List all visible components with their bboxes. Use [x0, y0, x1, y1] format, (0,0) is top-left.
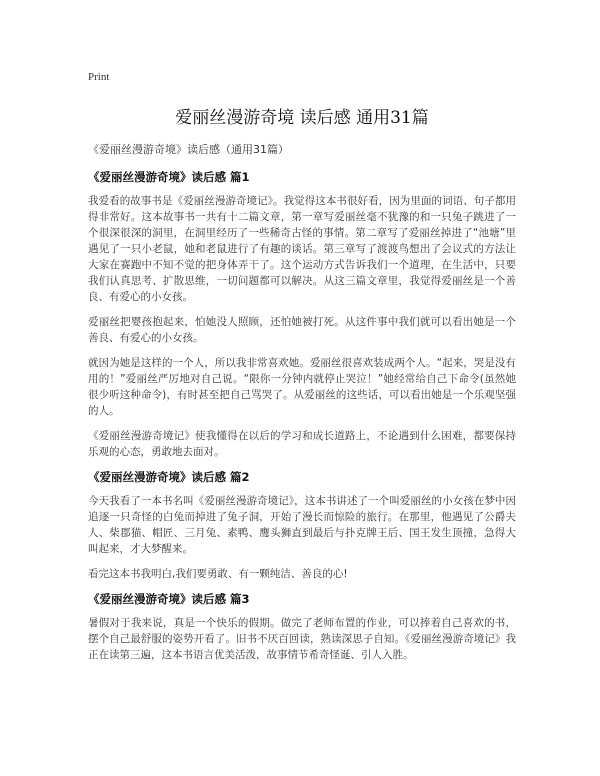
paragraph: 爱丽丝把婴孩抱起来，怕她没人照顾，还怕她被打死。从这件事中我们就可以看出她是一个善良、有爱心的小女孩。	[88, 316, 516, 344]
paragraph: 暑假对于我来说，真是一个快乐的假期。做完了老师布置的作业，可以捧着自己喜欢的书，摆个自己最舒服的姿势开看了。旧书不厌百回读，熟读深思子自知。《爱丽丝漫游奇境记》我正在读第三遍，这本书语言优美活泼，故事情节希奇怪诞、引人入胜。	[88, 617, 516, 661]
section-heading: 《爱丽丝漫游奇境》读后感 篇1	[88, 170, 250, 184]
essay-section-3	[88, 591, 516, 663]
section-heading: 《爱丽丝漫游奇境》读后感 篇3	[88, 592, 250, 606]
paragraph: 今天我看了一本书名叫《爱丽丝漫游奇境记》，这本书讲述了一个叫爱丽丝的小女孩在梦中因追逐一只奇怪的白兔而掉进了兔子洞，开始了漫长而惊险的旅行。在那里，他遇见了公爵夫人、柴郡猫、帽匠、三月兔、素鸭、鹰头狮直到最后与扑克牌王后、国王发生顶撞，急得大叫起来，才大梦醒来。	[88, 495, 516, 555]
paragraph: 我爱看的故事书是《爱丽丝漫游奇境记》。我觉得这本书很好看，因为里面的词语、句子都用得非常好。这本故事书一共有十二篇文章，第一章写爱丽丝毫不犹豫的和一只兔子跳进了一个很深很深的洞里，在洞里经历了一些稀奇古怪的事情。第二章写了爱丽丝掉进了“池塘”里遇见了一只小老鼠，她和老鼠进行了有趣的谈话。第三章写了渡渡鸟想出了会议式的方法让大家在赛跑中不知不觉的把身体弄干了。这个运动方式告诉我们一个道理，在生活中，只要我们认真思考、扩散思维，一切问题都可以解决。从这三篇文章里，我觉得爱丽丝是一个善良、有爱心的小女孩。	[88, 195, 516, 303]
document-title: 爱丽丝漫游奇境 读后感 通用31篇	[175, 108, 429, 128]
section-heading: 《爱丽丝漫游奇境》读后感 篇2	[88, 470, 250, 484]
document-subtitle: 《爱丽丝漫游奇境》读后感（通用31篇）	[88, 143, 289, 156]
paragraph: 就因为她是这样的一个人，所以我非常喜欢她。爱丽丝很喜欢装成两个人。“起来，哭是没有用的！”爱丽丝严厉地对自己说。“限你一分钟内就停止哭泣！”她经常给自己下命令(虽然她很少听这种命令)，有时甚至把自己骂哭了。从爱丽丝的这些话，可以看出她是一个乐观坚强的人。	[88, 357, 516, 417]
essay-section-1	[88, 169, 516, 460]
document-page	[88, 70, 516, 672]
paragraph: 《爱丽丝漫游奇境记》使我懂得在以后的学习和成长道路上，不论遇到什么困难，都要保持乐观的心态，勇敢地去面对。	[88, 430, 516, 458]
paragraph: 看完这本书我明白,我们要勇敢、有一颗纯洁、善良的心!	[88, 568, 348, 580]
print-label: Print	[88, 71, 110, 83]
essay-section-2	[88, 469, 516, 582]
